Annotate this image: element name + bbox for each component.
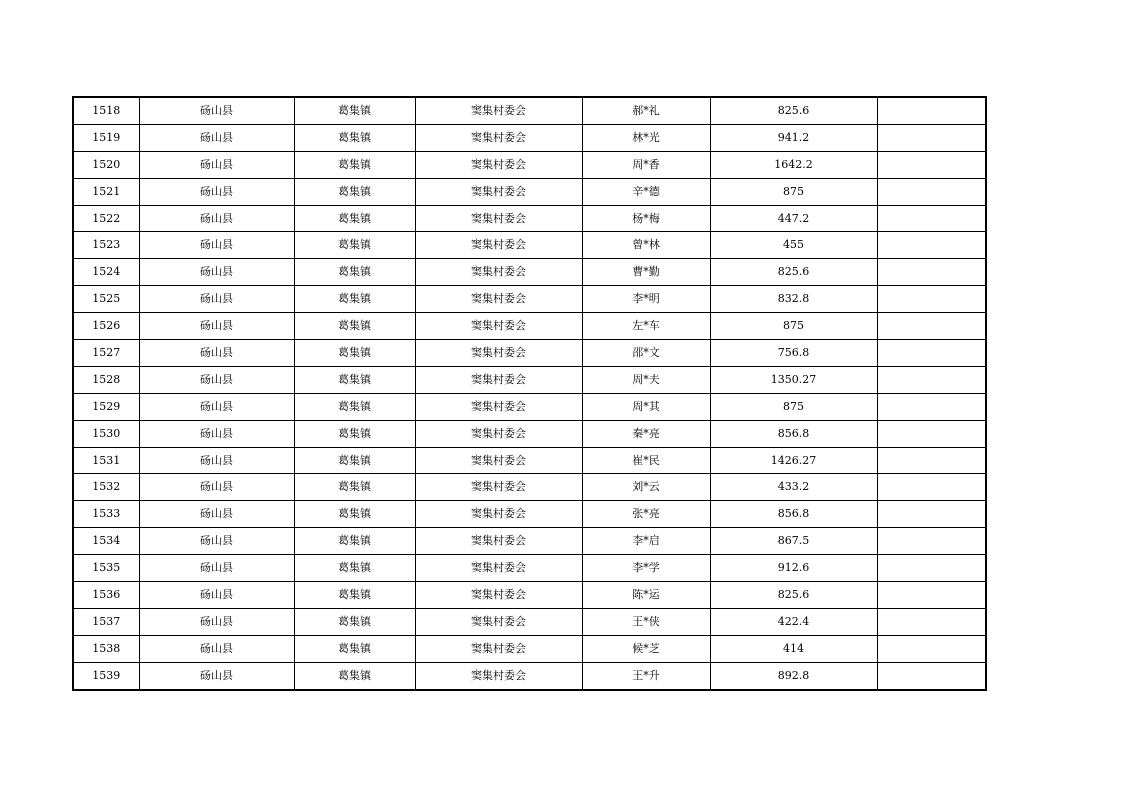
county-cell: 砀山县 xyxy=(139,528,294,555)
person-name-cell: 秦*亮 xyxy=(582,420,710,447)
row-number-cell: 1537 xyxy=(73,608,139,635)
remarks-cell xyxy=(877,151,986,178)
person-name-cell: 曹*勤 xyxy=(582,259,710,286)
village-committee-cell: 窦集村委会 xyxy=(415,420,582,447)
county-cell: 砀山县 xyxy=(139,635,294,662)
amount-cell: 756.8 xyxy=(710,340,877,367)
county-cell: 砀山县 xyxy=(139,366,294,393)
amount-cell: 825.6 xyxy=(710,259,877,286)
county-cell: 砀山县 xyxy=(139,474,294,501)
row-number-cell: 1525 xyxy=(73,286,139,313)
person-name-cell: 李*学 xyxy=(582,555,710,582)
data-table xyxy=(72,96,987,691)
amount-cell: 867.5 xyxy=(710,528,877,555)
town-cell: 葛集镇 xyxy=(294,366,415,393)
village-committee-cell: 窦集村委会 xyxy=(415,232,582,259)
table-row xyxy=(73,340,986,367)
row-number-cell: 1529 xyxy=(73,393,139,420)
county-cell: 砀山县 xyxy=(139,393,294,420)
remarks-cell xyxy=(877,393,986,420)
person-name-cell: 杨*梅 xyxy=(582,205,710,232)
county-cell: 砀山县 xyxy=(139,501,294,528)
person-name-cell: 辛*德 xyxy=(582,178,710,205)
village-committee-cell: 窦集村委会 xyxy=(415,528,582,555)
row-number-cell: 1519 xyxy=(73,124,139,151)
table-row xyxy=(73,205,986,232)
remarks-cell xyxy=(877,474,986,501)
amount-cell: 433.2 xyxy=(710,474,877,501)
person-name-cell: 崔*民 xyxy=(582,447,710,474)
amount-cell: 832.8 xyxy=(710,286,877,313)
row-number-cell: 1534 xyxy=(73,528,139,555)
county-cell: 砀山县 xyxy=(139,662,294,689)
town-cell: 葛集镇 xyxy=(294,501,415,528)
person-name-cell: 周*香 xyxy=(582,151,710,178)
remarks-cell xyxy=(877,582,986,609)
town-cell: 葛集镇 xyxy=(294,97,415,124)
amount-cell: 414 xyxy=(710,635,877,662)
person-name-cell: 王*升 xyxy=(582,662,710,689)
town-cell: 葛集镇 xyxy=(294,635,415,662)
table-row xyxy=(73,366,986,393)
village-committee-cell: 窦集村委会 xyxy=(415,178,582,205)
row-number-cell: 1531 xyxy=(73,447,139,474)
remarks-cell xyxy=(877,313,986,340)
village-committee-cell: 窦集村委会 xyxy=(415,635,582,662)
person-name-cell: 候*芝 xyxy=(582,635,710,662)
remarks-cell xyxy=(877,178,986,205)
town-cell: 葛集镇 xyxy=(294,340,415,367)
town-cell: 葛集镇 xyxy=(294,608,415,635)
county-cell: 砀山县 xyxy=(139,555,294,582)
town-cell: 葛集镇 xyxy=(294,420,415,447)
person-name-cell: 王*侠 xyxy=(582,608,710,635)
table-row xyxy=(73,608,986,635)
town-cell: 葛集镇 xyxy=(294,662,415,689)
amount-cell: 1426.27 xyxy=(710,447,877,474)
row-number-cell: 1518 xyxy=(73,97,139,124)
village-committee-cell: 窦集村委会 xyxy=(415,286,582,313)
county-cell: 砀山县 xyxy=(139,420,294,447)
amount-cell: 447.2 xyxy=(710,205,877,232)
row-number-cell: 1520 xyxy=(73,151,139,178)
village-committee-cell: 窦集村委会 xyxy=(415,608,582,635)
table-row xyxy=(73,528,986,555)
table-row xyxy=(73,232,986,259)
county-cell: 砀山县 xyxy=(139,447,294,474)
row-number-cell: 1524 xyxy=(73,259,139,286)
row-number-cell: 1528 xyxy=(73,366,139,393)
table-row xyxy=(73,178,986,205)
amount-cell: 825.6 xyxy=(710,582,877,609)
remarks-cell xyxy=(877,124,986,151)
person-name-cell: 左*车 xyxy=(582,313,710,340)
amount-cell: 1642.2 xyxy=(710,151,877,178)
amount-cell: 856.8 xyxy=(710,501,877,528)
county-cell: 砀山县 xyxy=(139,259,294,286)
village-committee-cell: 窦集村委会 xyxy=(415,501,582,528)
remarks-cell xyxy=(877,635,986,662)
amount-cell: 892.8 xyxy=(710,662,877,689)
town-cell: 葛集镇 xyxy=(294,528,415,555)
county-cell: 砀山县 xyxy=(139,582,294,609)
table-row xyxy=(73,662,986,689)
town-cell: 葛集镇 xyxy=(294,232,415,259)
town-cell: 葛集镇 xyxy=(294,555,415,582)
remarks-cell xyxy=(877,286,986,313)
amount-cell: 875 xyxy=(710,393,877,420)
table-row xyxy=(73,97,986,124)
table-row xyxy=(73,474,986,501)
remarks-cell xyxy=(877,232,986,259)
amount-cell: 1350.27 xyxy=(710,366,877,393)
village-committee-cell: 窦集村委会 xyxy=(415,259,582,286)
town-cell: 葛集镇 xyxy=(294,474,415,501)
town-cell: 葛集镇 xyxy=(294,178,415,205)
row-number-cell: 1536 xyxy=(73,582,139,609)
village-committee-cell: 窦集村委会 xyxy=(415,366,582,393)
remarks-cell xyxy=(877,662,986,689)
remarks-cell xyxy=(877,340,986,367)
row-number-cell: 1521 xyxy=(73,178,139,205)
row-number-cell: 1538 xyxy=(73,635,139,662)
row-number-cell: 1530 xyxy=(73,420,139,447)
person-name-cell: 李*启 xyxy=(582,528,710,555)
town-cell: 葛集镇 xyxy=(294,313,415,340)
table-row xyxy=(73,555,986,582)
county-cell: 砀山县 xyxy=(139,286,294,313)
remarks-cell xyxy=(877,555,986,582)
county-cell: 砀山县 xyxy=(139,340,294,367)
remarks-cell xyxy=(877,205,986,232)
county-cell: 砀山县 xyxy=(139,232,294,259)
remarks-cell xyxy=(877,528,986,555)
town-cell: 葛集镇 xyxy=(294,259,415,286)
person-name-cell: 周*夫 xyxy=(582,366,710,393)
row-number-cell: 1522 xyxy=(73,205,139,232)
remarks-cell xyxy=(877,259,986,286)
person-name-cell: 李*明 xyxy=(582,286,710,313)
remarks-cell xyxy=(877,366,986,393)
person-name-cell: 邵*文 xyxy=(582,340,710,367)
village-committee-cell: 窦集村委会 xyxy=(415,313,582,340)
table-row xyxy=(73,582,986,609)
county-cell: 砀山县 xyxy=(139,124,294,151)
table-row xyxy=(73,635,986,662)
county-cell: 砀山县 xyxy=(139,313,294,340)
table-row xyxy=(73,286,986,313)
person-name-cell: 周*其 xyxy=(582,393,710,420)
town-cell: 葛集镇 xyxy=(294,447,415,474)
amount-cell: 422.4 xyxy=(710,608,877,635)
person-name-cell: 郝*礼 xyxy=(582,97,710,124)
table-row xyxy=(73,501,986,528)
county-cell: 砀山县 xyxy=(139,205,294,232)
table-row xyxy=(73,393,986,420)
village-committee-cell: 窦集村委会 xyxy=(415,662,582,689)
town-cell: 葛集镇 xyxy=(294,124,415,151)
table-row xyxy=(73,151,986,178)
table-row xyxy=(73,447,986,474)
person-name-cell: 林*光 xyxy=(582,124,710,151)
table-row xyxy=(73,313,986,340)
row-number-cell: 1532 xyxy=(73,474,139,501)
amount-cell: 941.2 xyxy=(710,124,877,151)
amount-cell: 875 xyxy=(710,313,877,340)
table-body xyxy=(73,97,986,690)
person-name-cell: 曾*林 xyxy=(582,232,710,259)
remarks-cell xyxy=(877,420,986,447)
town-cell: 葛集镇 xyxy=(294,286,415,313)
village-committee-cell: 窦集村委会 xyxy=(415,124,582,151)
village-committee-cell: 窦集村委会 xyxy=(415,393,582,420)
town-cell: 葛集镇 xyxy=(294,393,415,420)
village-committee-cell: 窦集村委会 xyxy=(415,151,582,178)
village-committee-cell: 窦集村委会 xyxy=(415,474,582,501)
village-committee-cell: 窦集村委会 xyxy=(415,582,582,609)
town-cell: 葛集镇 xyxy=(294,151,415,178)
person-name-cell: 陈*运 xyxy=(582,582,710,609)
amount-cell: 856.8 xyxy=(710,420,877,447)
amount-cell: 912.6 xyxy=(710,555,877,582)
table-row xyxy=(73,420,986,447)
town-cell: 葛集镇 xyxy=(294,205,415,232)
county-cell: 砀山县 xyxy=(139,178,294,205)
row-number-cell: 1535 xyxy=(73,555,139,582)
table-row xyxy=(73,124,986,151)
row-number-cell: 1533 xyxy=(73,501,139,528)
person-name-cell: 刘*云 xyxy=(582,474,710,501)
remarks-cell xyxy=(877,608,986,635)
row-number-cell: 1523 xyxy=(73,232,139,259)
amount-cell: 455 xyxy=(710,232,877,259)
row-number-cell: 1526 xyxy=(73,313,139,340)
remarks-cell xyxy=(877,501,986,528)
county-cell: 砀山县 xyxy=(139,97,294,124)
county-cell: 砀山县 xyxy=(139,608,294,635)
row-number-cell: 1539 xyxy=(73,662,139,689)
table-row xyxy=(73,259,986,286)
remarks-cell xyxy=(877,447,986,474)
village-committee-cell: 窦集村委会 xyxy=(415,555,582,582)
remarks-cell xyxy=(877,97,986,124)
village-committee-cell: 窦集村委会 xyxy=(415,205,582,232)
amount-cell: 875 xyxy=(710,178,877,205)
village-committee-cell: 窦集村委会 xyxy=(415,340,582,367)
row-number-cell: 1527 xyxy=(73,340,139,367)
county-cell: 砀山县 xyxy=(139,151,294,178)
village-committee-cell: 窦集村委会 xyxy=(415,97,582,124)
village-committee-cell: 窦集村委会 xyxy=(415,447,582,474)
town-cell: 葛集镇 xyxy=(294,582,415,609)
amount-cell: 825.6 xyxy=(710,97,877,124)
person-name-cell: 张*亮 xyxy=(582,501,710,528)
